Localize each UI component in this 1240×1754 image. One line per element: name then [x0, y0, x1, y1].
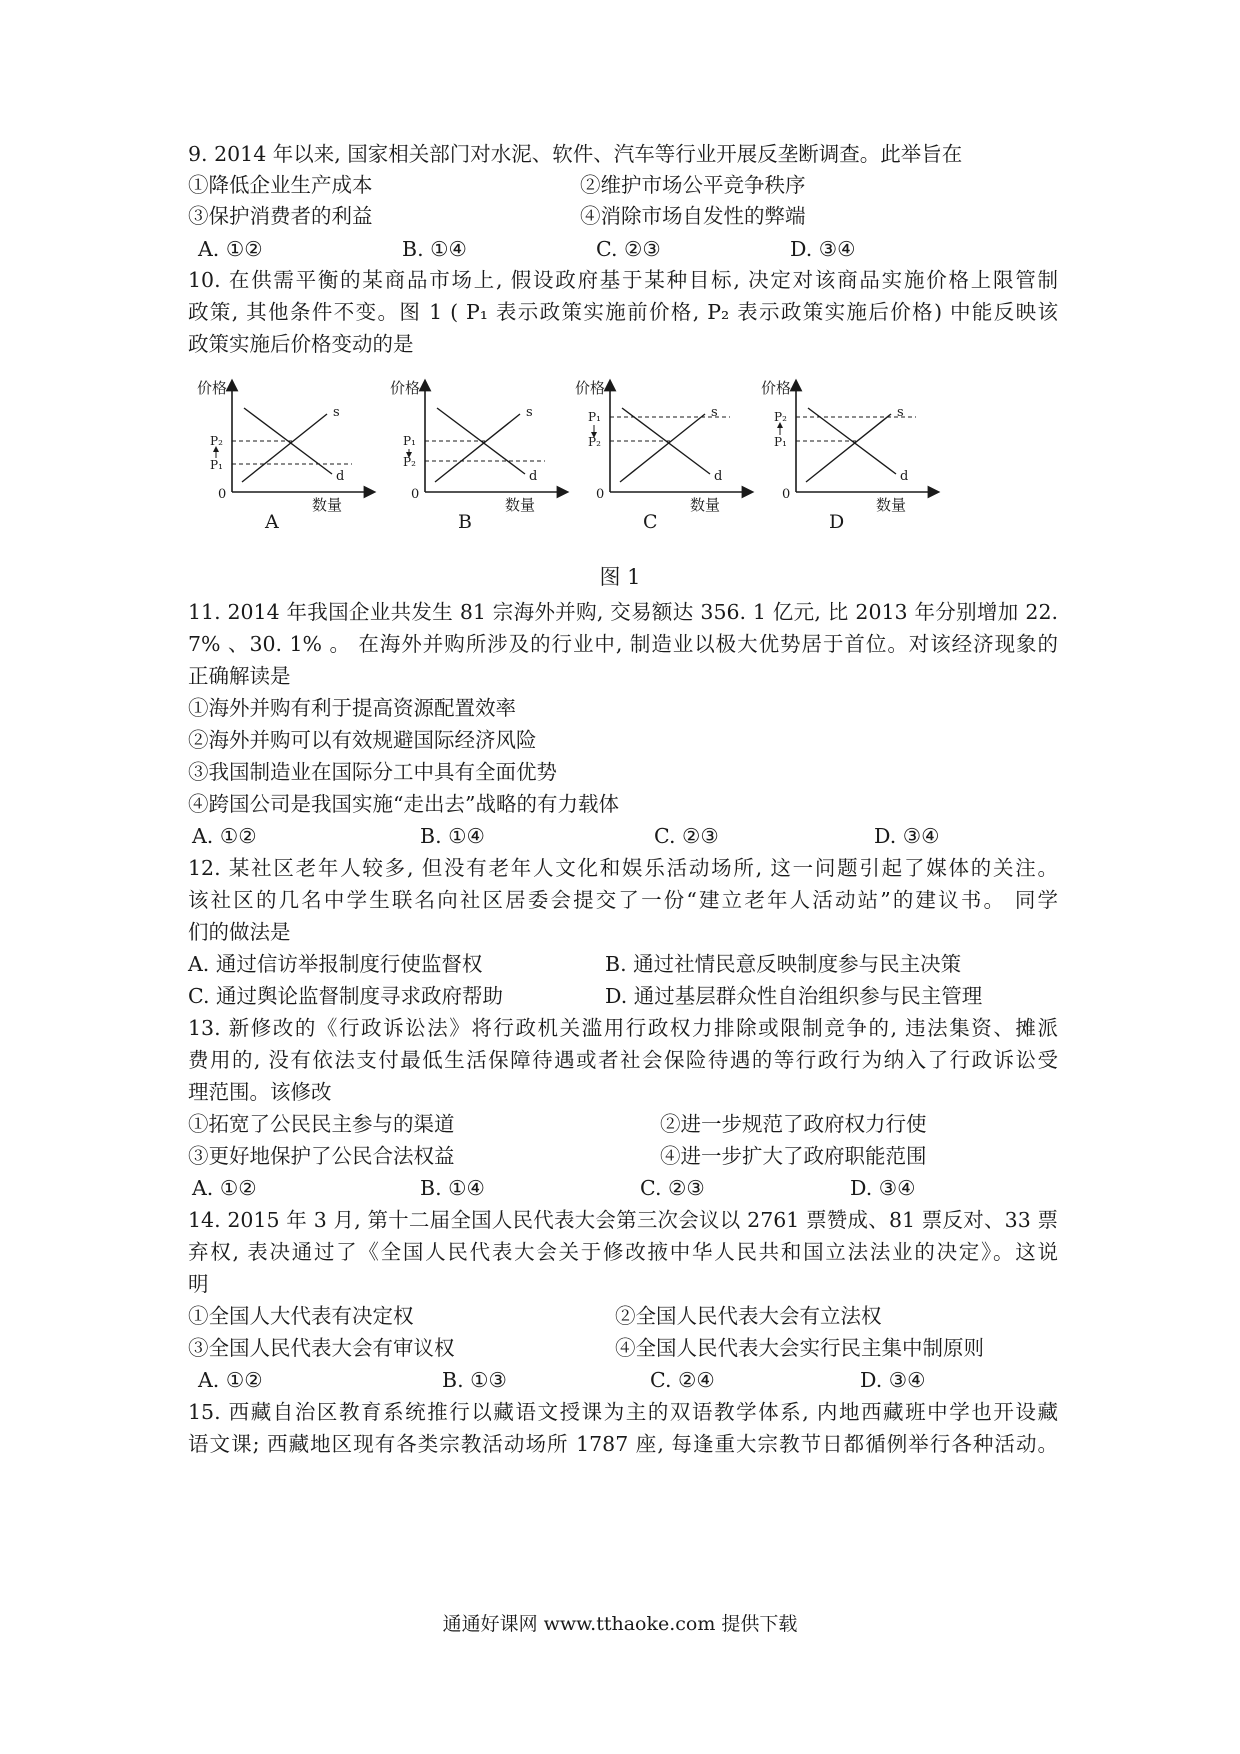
supply-line	[435, 414, 520, 482]
q12-stem-line-2: 该社区的几名中学生联名向社区居委会提交了一份“建立老年人活动站”的建议书。 同学	[188, 888, 1058, 912]
panel-label: A	[265, 511, 279, 533]
supply-label: s	[897, 405, 904, 420]
q9-choice-b: B. ①④	[402, 237, 467, 261]
q14-stem-line-3: 明	[188, 1272, 209, 1296]
demand-label: d	[336, 469, 345, 484]
panel-label: B	[458, 511, 472, 533]
upper-price-label: P₁	[403, 434, 416, 448]
supply-label: s	[333, 405, 340, 420]
supply-label: s	[526, 405, 533, 420]
q9-choice-c: C. ②③	[596, 237, 661, 261]
q13-choice-b: B. ①④	[420, 1176, 485, 1200]
y-axis-label: 价格	[761, 379, 792, 397]
q9-item-3: ③保护消费者的利益	[188, 204, 373, 228]
q13-item-3: ③更好地保护了公民合法权益	[188, 1144, 455, 1168]
x-axis-label: 数量	[876, 496, 907, 514]
q11-stem-line-2: 7% 、30. 1% 。 在海外并购所涉及的行业中, 制造业以极大优势居于首位。对该经济现象的	[188, 632, 1058, 656]
q13-stem-line-1: 13. 新修改的《行政诉讼法》将行政机关滥用行政权力排除或限制竞争的, 违法集资、摊派	[188, 1016, 1058, 1040]
demand-label: d	[529, 469, 538, 484]
supply-line	[806, 414, 891, 482]
q13-item-2: ②进一步规范了政府权力行使	[660, 1112, 927, 1136]
lower-price-label: P₁	[210, 458, 223, 472]
q14-choice-d: D. ③④	[860, 1368, 926, 1392]
q13-choice-c: C. ②③	[640, 1176, 705, 1200]
y-axis-label: 价格	[197, 379, 228, 397]
upper-price-label: P₂	[774, 410, 787, 424]
q14-choice-b: B. ①③	[442, 1368, 507, 1392]
q9-stem: 9. 2014 年以来, 国家相关部门对水泥、软件、汽车等行业开展反垄断调查。此举旨在	[188, 142, 963, 166]
lower-price-label: P₂	[403, 455, 416, 469]
supply-line	[620, 414, 705, 482]
x-axis-label: 数量	[690, 496, 721, 514]
figure-panel-a	[197, 379, 370, 533]
q13-stem-line-2: 费用的, 没有依法支付最低生活保障待遇或者社会保险待遇的等行政行为纳入了行政诉讼受	[188, 1048, 1058, 1072]
q13-item-4: ④进一步扩大了政府职能范围	[660, 1144, 927, 1168]
q12-choice-c: C. 通过舆论监督制度寻求政府帮助	[188, 984, 503, 1008]
panel-label: D	[829, 511, 845, 533]
q11-item-2: ②海外并购可以有效规避国际经济风险	[188, 728, 537, 752]
q11-choice-d: D. ③④	[874, 824, 940, 848]
q10-stem-line-2: 政策, 其他条件不变。图 1 ( P₁ 表示政策实施前价格, P₂ 表示政策实施后价格) 中能反映该	[188, 300, 1058, 324]
q9-item-2: ②维护市场公平竞争秩序	[580, 173, 806, 197]
q12-choice-a: A. 通过信访举报制度行使监督权	[188, 952, 483, 976]
figure-1	[0, 368, 1240, 600]
q13-stem-line-3: 理范围。该修改	[188, 1080, 332, 1104]
q9-item-4: ④消除市场自发性的弊端	[580, 204, 806, 228]
q13-choice-d: D. ③④	[850, 1176, 916, 1200]
q9-choice-a: A. ①②	[198, 237, 263, 261]
q13-choice-a: A. ①②	[192, 1176, 257, 1200]
q11-item-1: ①海外并购有利于提高资源配置效率	[188, 696, 516, 720]
footer-watermark: 通通好课网 www.tthaoke.com 提供下载	[442, 1613, 798, 1635]
q11-choice-c: C. ②③	[654, 824, 719, 848]
y-axis-label: 价格	[575, 379, 606, 397]
figure-panel-c	[575, 379, 748, 533]
q14-choice-a: A. ①②	[198, 1368, 263, 1392]
q12-stem-line-3: 们的做法是	[188, 920, 291, 944]
q14-item-4: ④全国人民代表大会实行民主集中制原则	[615, 1336, 984, 1360]
panel-label: C	[643, 511, 658, 533]
q11-item-4: ④跨国公司是我国实施“走出去”战略的有力载体	[188, 792, 619, 816]
demand-label: d	[714, 469, 723, 484]
upper-price-label: P₁	[588, 410, 601, 424]
origin-label: 0	[411, 487, 420, 502]
figure-panel-b	[390, 379, 563, 533]
q11-item-3: ③我国制造业在国际分工中具有全面优势	[188, 760, 557, 784]
figure-panel-d	[761, 379, 934, 533]
q13-item-1: ①拓宽了公民民主参与的渠道	[188, 1112, 455, 1136]
q14-stem-line-1: 14. 2015 年 3 月, 第十二届全国人民代表大会第三次会议以 2761 票赞成、81 票反对、33 票	[188, 1208, 1058, 1232]
q11-choice-a: A. ①②	[192, 824, 257, 848]
q14-stem-line-2: 弃权, 表决通过了《全国人民代表大会关于修改掖中华人民共和国立法法业的决定》。这说	[188, 1240, 1058, 1264]
y-axis-label: 价格	[390, 379, 421, 397]
x-axis-label: 数量	[312, 496, 343, 514]
supply-label: s	[711, 405, 718, 420]
upper-price-label: P₂	[210, 434, 223, 448]
supply-line	[242, 414, 327, 482]
demand-label: d	[900, 469, 909, 484]
lower-price-label: P₁	[774, 435, 787, 449]
q14-choice-c: C. ②④	[650, 1368, 715, 1392]
q12-choice-b: B. 通过社情民意反映制度参与民主决策	[605, 952, 962, 976]
origin-label: 0	[782, 487, 791, 502]
q14-item-3: ③全国人民代表大会有审议权	[188, 1336, 455, 1360]
q10-stem-line-1: 10. 在供需平衡的某商品市场上, 假设政府基于某种目标, 决定对该商品实施价格上限管制	[188, 268, 1058, 292]
q14-item-1: ①全国人大代表有决定权	[188, 1304, 414, 1328]
x-axis-label: 数量	[505, 496, 536, 514]
q15-stem-line-2: 语文课; 西藏地区现有各类宗教活动场所 1787 座, 每逢重大宗教节日都循例举行各种活动。	[188, 1432, 1058, 1456]
q9-item-1: ①降低企业生产成本	[188, 173, 373, 197]
figure-caption: 图 1	[599, 565, 641, 589]
origin-label: 0	[596, 487, 605, 502]
q9-choice-d: D. ③④	[790, 237, 856, 261]
q11-stem-line-3: 正确解读是	[188, 664, 291, 688]
q12-choice-d: D. 通过基层群众性自治组织参与民主管理	[605, 984, 983, 1008]
q10-stem-line-3: 政策实施后价格变动的是	[188, 332, 414, 356]
q14-item-2: ②全国人民代表大会有立法权	[615, 1304, 882, 1328]
q11-stem-line-1: 11. 2014 年我国企业共发生 81 宗海外并购, 交易额达 356. 1 亿元, 比 2013 年分别增加 22.	[188, 600, 1058, 624]
q12-stem-line-1: 12. 某社区老年人较多, 但没有老年人文化和娱乐活动场所, 这一问题引起了媒体的关注。	[188, 856, 1058, 880]
q15-stem-line-1: 15. 西藏自治区教育系统推行以藏语文授课为主的双语教学体系, 内地西藏班中学也开设藏	[188, 1400, 1058, 1424]
q11-choice-b: B. ①④	[420, 824, 485, 848]
origin-label: 0	[218, 487, 227, 502]
lower-price-label: P₂	[588, 435, 601, 449]
